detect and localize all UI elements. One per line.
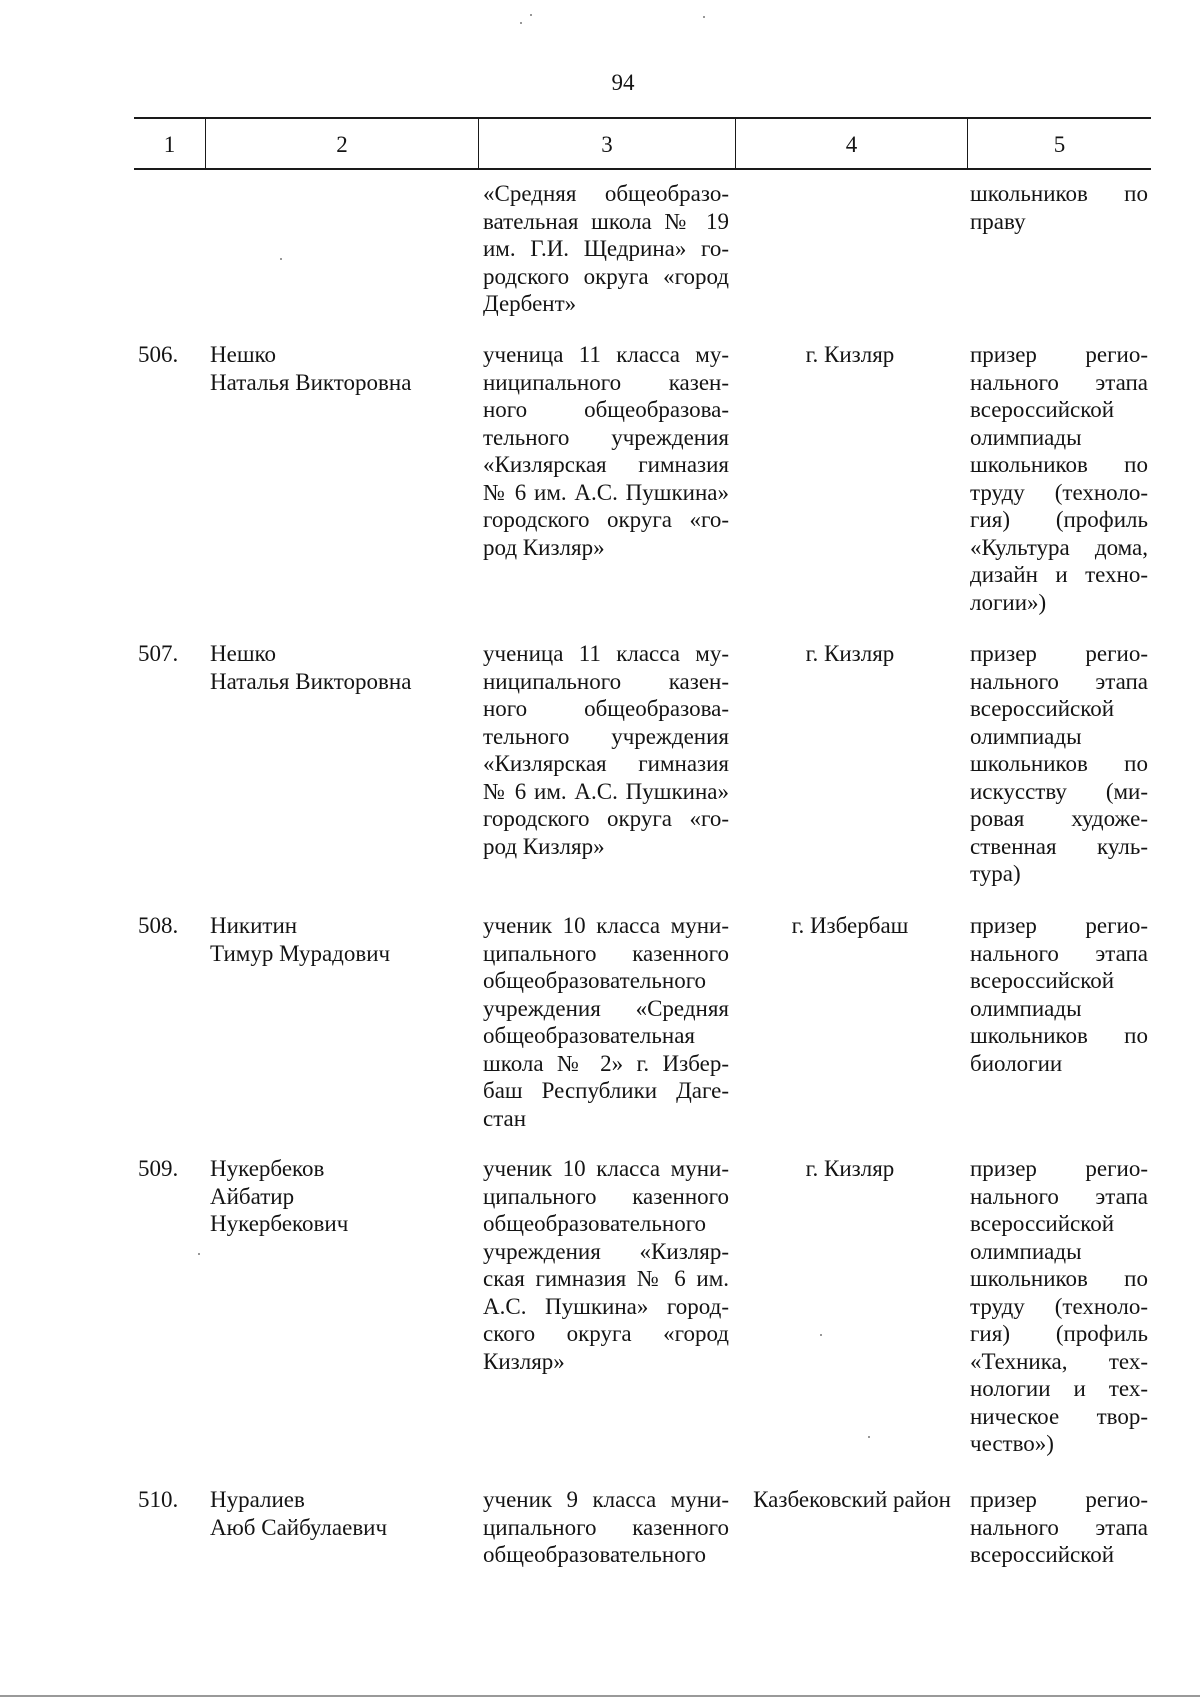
text-line: дизайн и техно- xyxy=(970,562,1148,587)
text-line: «Техника, тех- xyxy=(970,1348,1148,1374)
person-name-cell xyxy=(210,1486,450,1541)
text-line: ническое твор- xyxy=(970,1403,1148,1429)
column-header-4: 4 xyxy=(845,132,858,157)
text-line: род Кизляр» xyxy=(483,833,605,859)
text-line: родского округа «город xyxy=(483,263,729,289)
text-line: тельного учреждения xyxy=(483,723,729,749)
institution-cell xyxy=(483,640,729,860)
text-line: стан xyxy=(483,1105,527,1131)
text-line: тельного учреждения xyxy=(483,424,729,450)
text-line: гия) (профиль xyxy=(970,1321,1148,1346)
text-line: биологии xyxy=(970,1050,1063,1076)
scan-speck xyxy=(868,1436,870,1438)
text-line: Айбатир xyxy=(210,1183,295,1209)
text-line: общеобразовательного xyxy=(483,1211,707,1236)
city-cell: г. Кизляр xyxy=(805,1156,895,1181)
text-line: школьников по xyxy=(970,1266,1148,1291)
text-line: ниципального казен- xyxy=(483,369,729,395)
row-number: 506. xyxy=(138,342,179,367)
text-line: всероссийской xyxy=(970,968,1115,993)
text-line: № 6 им. А.С. Пушкина» xyxy=(483,479,729,505)
text-line: школьников по xyxy=(970,181,1148,206)
text-line: школа № 2» г. Избер- xyxy=(483,1050,729,1076)
text-line: всероссийской xyxy=(970,1542,1115,1567)
column-header-5: 5 xyxy=(1053,132,1066,157)
text-line: олимпиады xyxy=(970,424,1082,450)
text-line: Нуралиев xyxy=(210,1487,305,1512)
text-line: ученица 11 класса му- xyxy=(483,342,729,367)
text-line: Никитин xyxy=(210,913,298,938)
scan-speck xyxy=(280,258,282,260)
text-line: Дербент» xyxy=(483,291,577,316)
text-line: ученик 10 класса муни- xyxy=(483,913,729,938)
scan-bottom-edge xyxy=(0,1695,1200,1697)
text-line: Нешко xyxy=(210,641,277,666)
text-line: «Средняя общеобразо- xyxy=(483,181,729,206)
text-line: ного общеобразова- xyxy=(483,696,729,721)
text-line: род Кизляр» xyxy=(483,534,605,560)
text-line: ученица 11 класса му- xyxy=(483,641,729,666)
text-line: ровая художе- xyxy=(970,806,1148,831)
text-line: Нукербеков xyxy=(210,1156,325,1181)
text-line: логии») xyxy=(970,589,1047,615)
text-line: всероссийской xyxy=(970,397,1115,422)
scan-speck xyxy=(820,1334,822,1336)
award-cell xyxy=(970,341,1148,616)
scan-speck xyxy=(530,14,532,16)
text-line: школьников по xyxy=(970,751,1148,776)
award-cell xyxy=(970,912,1148,1077)
text-line: Нешко xyxy=(210,342,277,367)
text-line: им. Г.И. Щедрина» го- xyxy=(483,236,729,261)
text-line: «Кизлярская гимназия xyxy=(483,751,729,776)
city-cell: г. Избербаш xyxy=(791,913,909,938)
text-line: всероссийской xyxy=(970,696,1115,721)
text-line: школьников по xyxy=(970,1023,1148,1048)
text-line: Нукербекович xyxy=(210,1211,349,1236)
text-line: городского округа «го- xyxy=(483,806,729,831)
text-line: праву xyxy=(970,208,1026,234)
text-line: нального этапа xyxy=(970,668,1148,694)
text-line: вательная школа № 19 xyxy=(483,208,729,234)
text-line: ученик 10 класса муни- xyxy=(483,1156,729,1181)
text-line: городского округа «го- xyxy=(483,507,729,532)
text-line: ского округа «город xyxy=(483,1321,729,1346)
person-name-cell xyxy=(210,1155,450,1238)
row-number: 507. xyxy=(138,641,179,666)
city-cell: г. Кизляр xyxy=(805,641,895,666)
award-cell xyxy=(970,180,1148,235)
text-line: чество») xyxy=(970,1431,1054,1456)
table-top-rule xyxy=(134,117,1151,119)
text-line: призер регио- xyxy=(970,1487,1148,1512)
column-header-2: 2 xyxy=(336,132,348,157)
text-line: призер регио- xyxy=(970,913,1148,938)
award-cell xyxy=(970,1155,1148,1458)
text-line: всероссийской xyxy=(970,1211,1115,1236)
text-line: призер регио- xyxy=(970,342,1148,367)
text-line: общеобразовательного xyxy=(483,968,707,993)
text-line: баш Республики Даге- xyxy=(483,1078,729,1103)
award-cell xyxy=(970,640,1148,888)
text-line: «Культура дома, xyxy=(970,534,1148,560)
text-line: ципального казенного xyxy=(483,1183,729,1209)
text-line: общеобразовательная xyxy=(483,1023,695,1048)
row-number: 508. xyxy=(138,913,179,938)
text-line: Аюб Сайбулаевич xyxy=(210,1514,388,1540)
column-header-1: 1 xyxy=(163,132,176,157)
text-line: призер регио- xyxy=(970,1156,1148,1181)
table-header-bottom-rule xyxy=(134,168,1151,170)
row-number: 510. xyxy=(138,1487,179,1512)
person-name-cell xyxy=(210,341,450,396)
institution-cell xyxy=(483,912,729,1132)
scan-speck xyxy=(703,16,705,18)
institution-cell xyxy=(483,1155,729,1375)
text-line: ская гимназия № 6 им. xyxy=(483,1266,729,1291)
text-line: «Кизлярская гимназия xyxy=(483,452,729,477)
text-line: А.С. Пушкина» город- xyxy=(483,1293,729,1319)
text-line: олимпиады xyxy=(970,995,1082,1021)
text-line: нального этапа xyxy=(970,940,1148,966)
column-header-3: 3 xyxy=(601,132,613,157)
text-line: ниципального казен- xyxy=(483,668,729,694)
text-line: Наталья Викторовна xyxy=(210,369,412,395)
text-line: труду (техноло- xyxy=(970,479,1148,505)
text-line: Наталья Викторовна xyxy=(210,668,412,694)
text-line: ципального казенного xyxy=(483,1514,729,1540)
text-line: ственная куль- xyxy=(970,833,1148,859)
institution-cell xyxy=(483,180,729,318)
page-number: 94 xyxy=(611,70,635,95)
text-line: нального этапа xyxy=(970,369,1148,395)
city-cell: г. Кизляр xyxy=(805,342,895,367)
text-line: Кизляр» xyxy=(483,1348,565,1374)
person-name-cell xyxy=(210,912,450,967)
text-line: школьников по xyxy=(970,452,1148,477)
text-line: олимпиады xyxy=(970,1238,1082,1264)
text-line: тура) xyxy=(970,861,1021,886)
text-line: искусству (ми- xyxy=(970,778,1148,804)
text-line: ученик 9 класса муни- xyxy=(483,1487,729,1512)
text-line: олимпиады xyxy=(970,723,1082,749)
text-line: нального этапа xyxy=(970,1183,1148,1209)
row-number: 509. xyxy=(138,1156,179,1181)
text-line: общеобразовательного xyxy=(483,1542,707,1567)
text-line: ципального казенного xyxy=(483,940,729,966)
institution-cell xyxy=(483,341,729,561)
text-line: учреждения «Средняя xyxy=(483,995,729,1021)
scan-speck xyxy=(520,22,522,24)
scan-speck xyxy=(198,1253,200,1255)
text-line: гия) (профиль xyxy=(970,507,1148,532)
text-line: призер регио- xyxy=(970,641,1148,666)
institution-cell xyxy=(483,1486,729,1569)
text-line: № 6 им. А.С. Пушкина» xyxy=(483,778,729,804)
text-line: ного общеобразова- xyxy=(483,397,729,422)
text-line: Тимур Мурадович xyxy=(210,940,391,966)
text-line: нологии и тех- xyxy=(970,1376,1148,1401)
text-line: учреждения «Кизляр- xyxy=(483,1238,729,1264)
award-cell xyxy=(970,1486,1148,1569)
text-line: труду (техноло- xyxy=(970,1293,1148,1319)
city-cell: Казбековский район xyxy=(753,1487,951,1512)
text-line: нального этапа xyxy=(970,1514,1148,1540)
person-name-cell xyxy=(210,640,450,695)
